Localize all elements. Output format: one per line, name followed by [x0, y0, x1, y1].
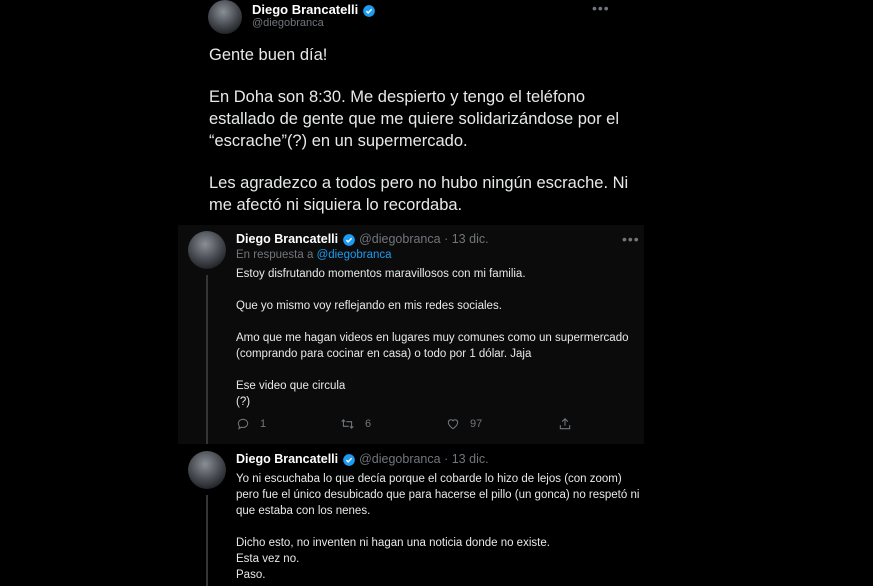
retweet-count: 6 [365, 418, 372, 430]
reply-header [236, 232, 489, 247]
reply-tweet[interactable] [178, 445, 644, 586]
author-name[interactable]: Diego Brancatelli [236, 452, 339, 466]
avatar[interactable] [208, 0, 242, 34]
verified-badge-icon [342, 233, 356, 247]
author-handle[interactable]: @diegobranca [252, 17, 324, 29]
in-reply-label: En respuesta a [236, 249, 314, 261]
share-button[interactable] [558, 417, 572, 431]
separator-dot: · [444, 232, 449, 246]
verified-badge-icon [342, 453, 356, 467]
like-button[interactable] [446, 417, 482, 431]
tweet-paragraph: En Doha son 8:30. Me despierto y tengo el teléfono estallado de gente que me quiere solidarizándose por el “escrache”(?) en un supermercado. [209, 88, 620, 150]
tweet-paragraph: Gente buen día! [209, 46, 328, 64]
author-name[interactable]: Diego Brancatelli [236, 232, 339, 246]
like-count: 97 [470, 418, 483, 430]
tweet-paragraph: Les agradezco a todos pero no hubo ningún escrache. Ni me afectó ni siquiera lo recordaba. [209, 174, 629, 214]
tweet-date[interactable]: 13 dic. [451, 452, 489, 466]
retweet-icon [340, 417, 355, 431]
reply-count: 1 [260, 418, 267, 430]
separator-dot: · [444, 452, 449, 466]
reply-header [236, 452, 489, 467]
tweet-text [236, 471, 640, 583]
thread-line [206, 495, 208, 586]
heart-icon [446, 417, 460, 431]
tweet-paragraph: Yo ni escuchaba lo que decía porque el cobarde lo hizo de lejos (con zoom) pero fue el único desubicado que para hacerse el pillo (un gonca) no respetó ni que estaba con los nenes. [236, 473, 640, 517]
tweet-text [236, 266, 640, 410]
verified-badge-icon [362, 4, 376, 18]
reply-tweet[interactable] [178, 225, 644, 444]
author-name[interactable]: Diego Brancatelli [252, 2, 359, 17]
tweet-paragraph: Amo que me hagan videos en lugares muy comunes como un supermercado (comprando para cocinar en casa) o todo por 1 dólar. Jaja [236, 332, 629, 360]
avatar[interactable] [188, 231, 226, 269]
thread-line [206, 275, 208, 444]
tweet-actions [236, 417, 586, 433]
tweet-paragraph: Estoy disfrutando momentos maravillosos con mi familia. [236, 268, 526, 280]
tweet-date[interactable]: 13 dic. [451, 232, 489, 246]
author-name-row [252, 2, 376, 18]
retweet-button[interactable] [340, 417, 371, 431]
in-reply-to [236, 249, 392, 261]
tweet-paragraph: Ese video que circula (?) [236, 380, 346, 408]
tweet-paragraph: Dicho esto, no inventen ni hagan una noticia donde no existe. Esta vez no. Paso. [236, 537, 550, 581]
tweet-text [209, 44, 629, 216]
more-options-icon[interactable]: ••• [592, 0, 610, 16]
in-reply-handle-link[interactable]: @diegobranca [316, 249, 392, 261]
reply-button[interactable] [236, 417, 266, 431]
share-icon [558, 417, 572, 431]
reply-icon [236, 417, 250, 431]
author-handle[interactable]: @diegobranca [359, 232, 441, 246]
author-handle[interactable]: @diegobranca [359, 452, 441, 466]
more-options-icon[interactable]: ••• [622, 231, 640, 247]
tweet-paragraph: Que yo mismo voy reflejando en mis redes sociales. [236, 300, 502, 312]
avatar[interactable] [188, 451, 226, 489]
